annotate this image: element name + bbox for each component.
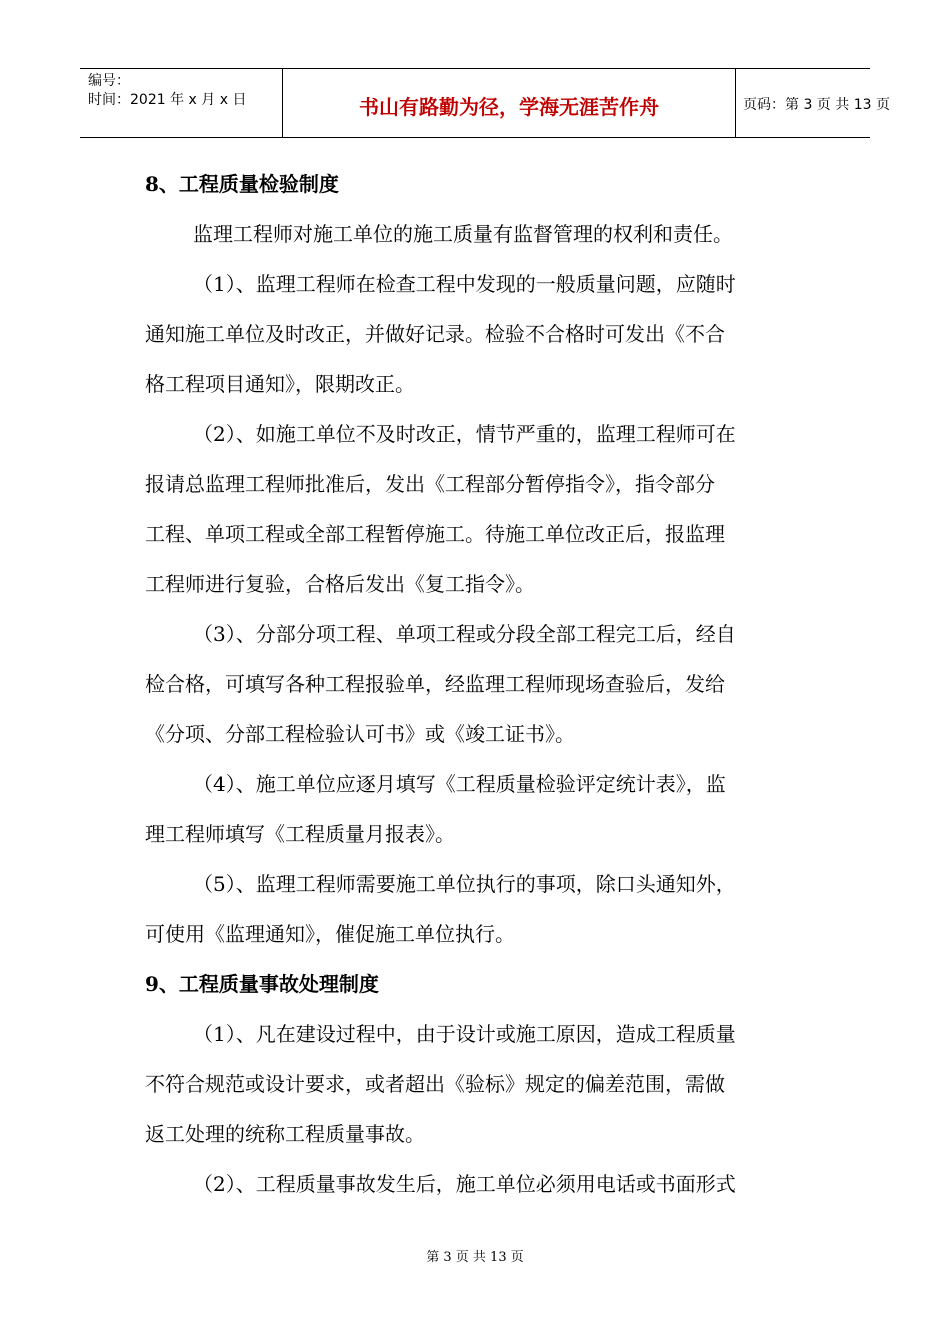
paragraph-line: （2）、如施工单位不及时改正，情节严重的，监理工程师可在 bbox=[193, 422, 736, 446]
header-page-cell bbox=[735, 69, 890, 137]
header-page-info: 页码：第 3 页 共 13 页 bbox=[743, 97, 890, 113]
paragraph-line: （1）、凡在建设过程中，由于设计或施工原因，造成工程质量 bbox=[193, 1022, 736, 1046]
paragraph-line: 不符合规范或设计要求，或者超出《验标》规定的偏差范围，需做 bbox=[145, 1072, 725, 1096]
paragraph-line: 格工程项目通知》，限期改正。 bbox=[145, 372, 415, 396]
section-heading: 9、工程质量事故处理制度 bbox=[145, 972, 379, 996]
document-number-label: 编号： bbox=[88, 73, 130, 89]
paragraph-line: 理工程师填写《工程质量月报表》。 bbox=[145, 822, 455, 846]
paragraph-line: （3）、分部分项工程、单项工程或分段全部工程完工后，经自 bbox=[193, 622, 736, 646]
page-header bbox=[80, 68, 890, 138]
paragraph-line: （2）、工程质量事故发生后，施工单位必须用电话或书面形式 bbox=[193, 1172, 736, 1196]
document-date-label: 时间：2021 年 x 月 x 日 bbox=[88, 92, 247, 108]
paragraph-line: （5）、监理工程师需要施工单位执行的事项，除口头通知外， bbox=[193, 872, 736, 896]
paragraph-line: 工程、单项工程或全部工程暂停施工。待施工单位改正后，报监理 bbox=[145, 522, 725, 546]
paragraph-line: （1）、监理工程师在检查工程中发现的一般质量问题，应随时 bbox=[193, 272, 736, 296]
paragraph-line: （4）、施工单位应逐月填写《工程质量检验评定统计表》，监 bbox=[193, 772, 726, 796]
paragraph-line: 监理工程师对施工单位的施工质量有监督管理的权利和责任。 bbox=[193, 222, 733, 246]
paragraph-line: 《分项、分部工程检验认可书》或《竣工证书》。 bbox=[145, 722, 575, 746]
paragraph-line: 报请总监理工程师批准后，发出《工程部分暂停指令》，指令部分 bbox=[145, 472, 715, 496]
header-meta-cell bbox=[80, 69, 282, 137]
header-motto-cell bbox=[282, 69, 736, 137]
paragraph-line: 通知施工单位及时改正，并做好记录。检验不合格时可发出《不合 bbox=[145, 322, 725, 346]
paragraph-line: 工程师进行复验，合格后发出《复工指令》。 bbox=[145, 572, 535, 596]
section-heading: 8、工程质量检验制度 bbox=[145, 172, 339, 196]
paragraph-line: 可使用《监理通知》，催促施工单位执行。 bbox=[145, 922, 515, 946]
header-motto: 书山有路勤为径，学海无涯苦作舟 bbox=[359, 95, 659, 119]
paragraph-line: 返工处理的统称工程质量事故。 bbox=[145, 1122, 425, 1146]
page-footer: 第 3 页 共 13 页 bbox=[426, 1250, 524, 1265]
paragraph-line: 检合格，可填写各种工程报验单，经监理工程师现场查验后，发给 bbox=[145, 672, 725, 696]
